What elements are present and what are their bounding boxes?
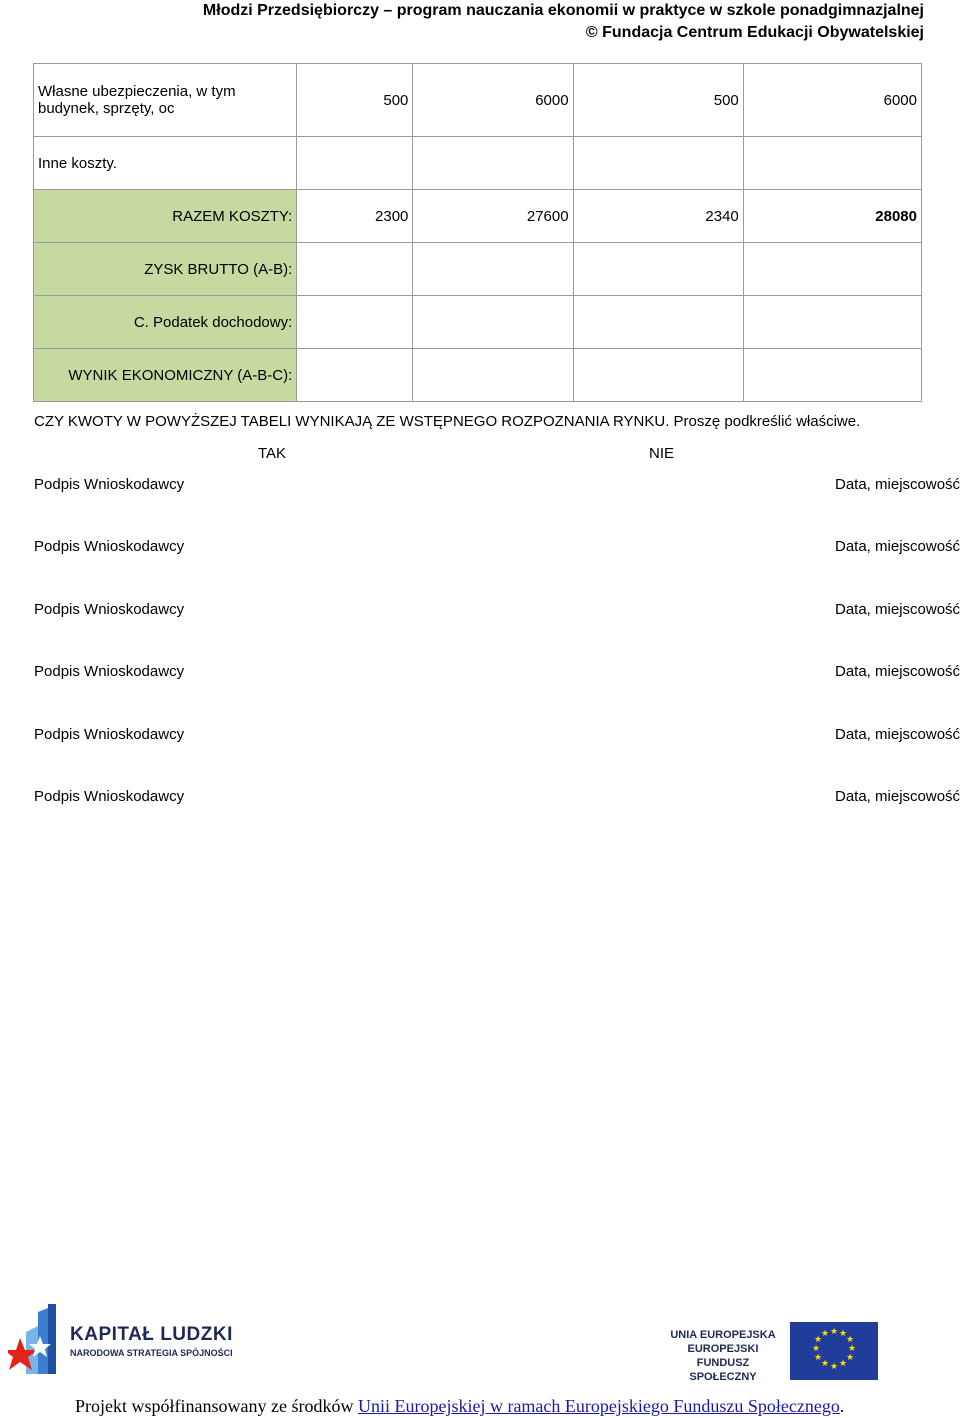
gross-profit-cell-2[interactable] bbox=[413, 243, 573, 296]
svg-text:★: ★ bbox=[829, 1362, 839, 1372]
income-tax-cell-3[interactable] bbox=[573, 296, 743, 349]
economic-result-cell-2[interactable] bbox=[413, 349, 573, 402]
applicant-signature-label: Podpis Wnioskodawcy bbox=[34, 788, 185, 805]
costs-table bbox=[33, 63, 922, 402]
own-insurance-label-line1: Własne ubezpieczenia, w tym bbox=[38, 83, 236, 100]
header-copyright: © Fundacja Centrum Edukacji Obywatelskiej bbox=[585, 24, 924, 41]
option-no[interactable]: NIE bbox=[649, 445, 675, 462]
economic-result-cell-1[interactable] bbox=[297, 349, 413, 402]
svg-text:★: ★ bbox=[838, 1359, 848, 1369]
total-costs-label: RAZEM KOSZTY: bbox=[34, 190, 297, 243]
svg-text:★: ★ bbox=[820, 1329, 830, 1339]
date-place-label: Data, miejscowość bbox=[835, 788, 960, 805]
own-insurance-value-4: 6000 bbox=[743, 64, 921, 137]
income-tax-cell-2[interactable] bbox=[413, 296, 573, 349]
gross-profit-cell-1[interactable] bbox=[297, 243, 413, 296]
applicant-signature-label: Podpis Wnioskodawcy bbox=[34, 726, 185, 743]
own-insurance-value-3: 500 bbox=[573, 64, 743, 137]
header-program-title: Młodzi Przedsiębiorczy – program nauczania ekonomii w praktyce w szkole ponadgimnazjalnej bbox=[202, 2, 924, 19]
page-header bbox=[203, 0, 924, 44]
own-insurance-value-2: 6000 bbox=[413, 64, 573, 137]
income-tax-label: C. Podatek dochodowy: bbox=[34, 296, 297, 349]
date-place-label: Data, miejscowość bbox=[835, 663, 960, 680]
option-yes[interactable]: TAK bbox=[258, 445, 287, 462]
other-costs-cell-4[interactable] bbox=[743, 137, 921, 190]
total-costs-value-4: 28080 bbox=[743, 190, 921, 243]
applicant-signature-label: Podpis Wnioskodawcy bbox=[34, 476, 185, 493]
eu-esf-logo bbox=[662, 1322, 880, 1382]
table-row-economic-result bbox=[34, 349, 922, 402]
kapital-ludzki-emblem-icon bbox=[8, 1302, 64, 1380]
own-insurance-label-line2: budynek, sprzęty, oc bbox=[38, 100, 175, 117]
eu-logo-line2: EUROPEJSKI bbox=[687, 1343, 759, 1355]
svg-text:★: ★ bbox=[845, 1335, 855, 1345]
footer-end: . bbox=[839, 1396, 845, 1416]
market-research-question: CZY KWOTY W POWYŻSZEJ TABELI WYNIKAJĄ ZE WSTĘPNEGO ROZPOZNANIA RYNKU. Proszę podkreślić właściwe. bbox=[34, 413, 861, 430]
date-place-label: Data, miejscowość bbox=[835, 601, 960, 618]
eu-flag-icon bbox=[790, 1322, 878, 1380]
svg-text:★: ★ bbox=[845, 1353, 855, 1363]
applicant-signature-label: Podpis Wnioskodawcy bbox=[34, 538, 185, 555]
gross-profit-label: ZYSK BRUTTO (A-B): bbox=[34, 243, 297, 296]
svg-text:★: ★ bbox=[829, 1327, 839, 1337]
date-place-label: Data, miejscowość bbox=[835, 726, 960, 743]
table-row-other-costs bbox=[34, 137, 922, 190]
eu-logo-line1: UNIA EUROPEJSKA bbox=[670, 1329, 776, 1341]
other-costs-cell-2[interactable] bbox=[413, 137, 573, 190]
table-row-gross-profit bbox=[34, 243, 922, 296]
svg-text:★: ★ bbox=[820, 1359, 830, 1369]
kapital-ludzki-logo bbox=[8, 1302, 238, 1380]
economic-result-cell-4[interactable] bbox=[743, 349, 921, 402]
eu-logo-text bbox=[662, 1328, 784, 1384]
gross-profit-cell-3[interactable] bbox=[573, 243, 743, 296]
table-row-income-tax bbox=[34, 296, 922, 349]
applicant-signature-label: Podpis Wnioskodawcy bbox=[34, 663, 185, 680]
date-place-label: Data, miejscowość bbox=[835, 538, 960, 555]
kapital-ludzki-title: KAPITAŁ LUDZKI bbox=[70, 1324, 233, 1345]
economic-result-label: WYNIK EKONOMICZNY (A-B-C): bbox=[34, 349, 297, 402]
other-costs-cell-3[interactable] bbox=[573, 137, 743, 190]
svg-text:★: ★ bbox=[813, 1353, 823, 1363]
total-costs-value-2: 27600 bbox=[413, 190, 573, 243]
table-row-own-insurance bbox=[34, 64, 922, 137]
economic-result-cell-3[interactable] bbox=[573, 349, 743, 402]
own-insurance-label bbox=[34, 64, 297, 137]
income-tax-cell-1[interactable] bbox=[297, 296, 413, 349]
kapital-ludzki-subtitle: NARODOWA STRATEGIA SPÓJNOŚCI bbox=[70, 1348, 233, 1358]
total-costs-value-1: 2300 bbox=[297, 190, 413, 243]
cofinancing-footer bbox=[75, 1396, 844, 1417]
svg-text:★: ★ bbox=[811, 1344, 821, 1354]
eu-logo-line3: FUNDUSZ SPOŁECZNY bbox=[689, 1357, 757, 1383]
other-costs-cell-1[interactable] bbox=[297, 137, 413, 190]
total-costs-value-3: 2340 bbox=[573, 190, 743, 243]
esf-link[interactable]: Unii Europejskiej w ramach Europejskiego Funduszu Społecznego bbox=[357, 1396, 840, 1416]
gross-profit-cell-4[interactable] bbox=[743, 243, 921, 296]
income-tax-cell-4[interactable] bbox=[743, 296, 921, 349]
other-costs-label: Inne koszty. bbox=[34, 137, 297, 190]
svg-text:★: ★ bbox=[813, 1335, 823, 1345]
svg-text:★: ★ bbox=[838, 1329, 848, 1339]
svg-text:★: ★ bbox=[847, 1344, 857, 1354]
footer-text: Projekt współfinansowany ze środków bbox=[75, 1396, 358, 1416]
own-insurance-value-1: 500 bbox=[297, 64, 413, 137]
table-row-total-costs bbox=[34, 190, 922, 243]
date-place-label: Data, miejscowość bbox=[835, 476, 960, 493]
applicant-signature-label: Podpis Wnioskodawcy bbox=[34, 601, 185, 618]
